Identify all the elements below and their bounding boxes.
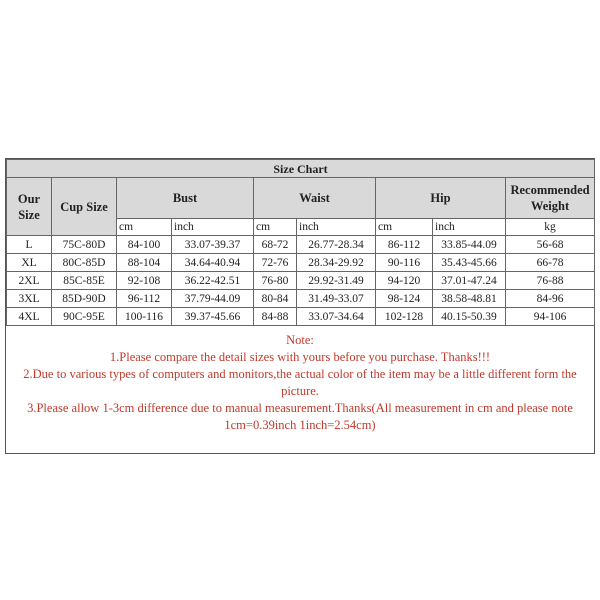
- title-row: [7, 160, 595, 178]
- notes-section: [6, 326, 594, 434]
- table-row: [7, 290, 595, 308]
- weight-cell: 84-96: [506, 290, 595, 308]
- size-cell: L: [7, 236, 52, 254]
- note-line-1: 1.Please compare the detail sizes with yours before you purchase. Thanks!!!: [109, 350, 491, 364]
- weight-header: Recommended Weight: [506, 178, 595, 219]
- bust-cm-cell: 84-100: [117, 236, 172, 254]
- weight-cell: 76-88: [506, 272, 595, 290]
- hip-inch-cell: 35.43-45.66: [433, 254, 506, 272]
- bust-cm-cell: 88-104: [117, 254, 172, 272]
- waist-cm-unit: cm: [254, 219, 297, 236]
- cup-cell: 85D-90D: [52, 290, 117, 308]
- table-row: [7, 308, 595, 326]
- bust-inch-cell: 37.79-44.09: [172, 290, 254, 308]
- bust-header: Bust: [117, 178, 254, 219]
- weight-kg-unit: kg: [506, 219, 595, 236]
- hip-inch-cell: 38.58-48.81: [433, 290, 506, 308]
- hip-cm-cell: 86-112: [376, 236, 433, 254]
- chart-title: Size Chart: [7, 160, 595, 178]
- waist-cm-cell: 76-80: [254, 272, 297, 290]
- waist-inch-cell: 28.34-29.92: [297, 254, 376, 272]
- weight-cell: 94-106: [506, 308, 595, 326]
- weight-cell: 66-78: [506, 254, 595, 272]
- bust-cm-cell: 100-116: [117, 308, 172, 326]
- cup-cell: 75C-80D: [52, 236, 117, 254]
- hip-cm-cell: 94-120: [376, 272, 433, 290]
- bust-cm-cell: 96-112: [117, 290, 172, 308]
- waist-inch-cell: 33.07-34.64: [297, 308, 376, 326]
- cup-cell: 90C-95E: [52, 308, 117, 326]
- table-row: [7, 272, 595, 290]
- hip-cm-unit: cm: [376, 219, 433, 236]
- bust-inch-cell: 36.22-42.51: [172, 272, 254, 290]
- size-cell: 2XL: [7, 272, 52, 290]
- hip-cm-cell: 102-128: [376, 308, 433, 326]
- size-cell: XL: [7, 254, 52, 272]
- waist-cm-cell: 80-84: [254, 290, 297, 308]
- waist-inch-cell: 29.92-31.49: [297, 272, 376, 290]
- size-chart-table: [6, 159, 595, 326]
- waist-inch-cell: 31.49-33.07: [297, 290, 376, 308]
- waist-header: Waist: [254, 178, 376, 219]
- bust-cm-cell: 92-108: [117, 272, 172, 290]
- note-line-3: 3.Please allow 1-3cm difference due to manual measurement.Thanks(All measurement in cm and please note 1cm=0.39inch 1inch=2.54cm): [27, 401, 573, 432]
- bust-inch-cell: 34.64-40.94: [172, 254, 254, 272]
- note-line-2: 2.Due to various types of computers and monitors,the actual color of the item may be a little different form the picture.: [23, 367, 577, 398]
- bust-inch-cell: 33.07-39.37: [172, 236, 254, 254]
- our-size-header: Our Size: [7, 178, 52, 236]
- hip-inch-cell: 33.85-44.09: [433, 236, 506, 254]
- weight-cell: 56-68: [506, 236, 595, 254]
- hip-header: Hip: [376, 178, 506, 219]
- bust-inch-cell: 39.37-45.66: [172, 308, 254, 326]
- waist-cm-cell: 68-72: [254, 236, 297, 254]
- size-cell: 4XL: [7, 308, 52, 326]
- table-row: [7, 254, 595, 272]
- hip-inch-unit: inch: [433, 219, 506, 236]
- cup-size-header: Cup Size: [52, 178, 117, 236]
- waist-cm-cell: 72-76: [254, 254, 297, 272]
- size-cell: 3XL: [7, 290, 52, 308]
- size-chart-sheet: [5, 158, 595, 454]
- waist-cm-cell: 84-88: [254, 308, 297, 326]
- hip-inch-cell: 37.01-47.24: [433, 272, 506, 290]
- hip-cm-cell: 98-124: [376, 290, 433, 308]
- cup-cell: 80C-85D: [52, 254, 117, 272]
- hip-cm-cell: 90-116: [376, 254, 433, 272]
- note-title: Note:: [286, 333, 314, 347]
- cup-cell: 85C-85E: [52, 272, 117, 290]
- waist-inch-unit: inch: [297, 219, 376, 236]
- bust-cm-unit: cm: [117, 219, 172, 236]
- waist-inch-cell: 26.77-28.34: [297, 236, 376, 254]
- bust-inch-unit: inch: [172, 219, 254, 236]
- header-row: [7, 178, 595, 219]
- table-row: [7, 236, 595, 254]
- hip-inch-cell: 40.15-50.39: [433, 308, 506, 326]
